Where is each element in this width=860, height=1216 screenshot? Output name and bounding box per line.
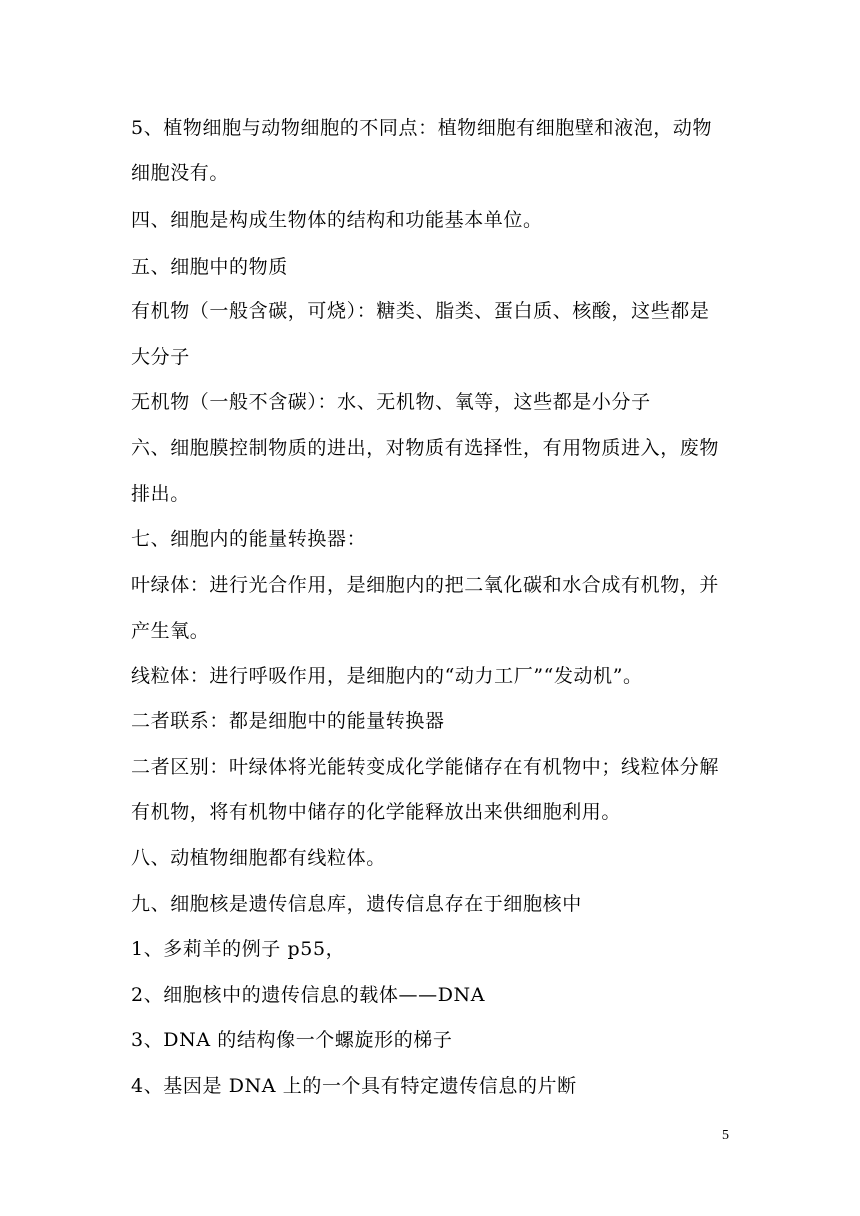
text-line: 八、动植物细胞都有线粒体。 [131, 847, 386, 869]
text-line: 有机物，将有机物中储存的化学能释放出来供细胞利用。 [131, 801, 622, 823]
text-line: 七、细胞内的能量转换器： [131, 528, 367, 550]
text-line: 大分子 [131, 346, 190, 368]
page-number: 5 [722, 1128, 729, 1143]
text-line: 二者联系：都是细胞中的能量转换器 [131, 710, 445, 732]
text-line: 排出。 [131, 483, 190, 505]
text-line: 细胞没有。 [131, 162, 230, 184]
text-line: 5、植物细胞与动物细胞的不同点：植物细胞有细胞壁和液泡，动物 [131, 117, 713, 139]
text-line: 1、多莉羊的例子 p55， [131, 938, 346, 960]
text-line: 六、细胞膜控制物质的进出，对物质有选择性，有用物质进入，废物 [131, 437, 720, 459]
text-line: 4、基因是 DNA 上的一个具有特定遗传信息的片断 [131, 1075, 577, 1097]
text-line: 3、DNA 的结构像一个螺旋形的梯子 [131, 1029, 453, 1051]
text-line: 四、细胞是构成生物体的结构和功能基本单位。 [131, 209, 543, 231]
text-line: 有机物（一般含碳，可烧）：糖类、脂类、蛋白质、核酸，这些都是 [131, 300, 710, 322]
text-line: 叶绿体：进行光合作用，是细胞内的把二氧化碳和水合成有机物，并 [131, 574, 720, 596]
text-line: 线粒体：进行呼吸作用，是细胞内的“动力工厂”“发动机”。 [131, 665, 643, 687]
text-line: 2、细胞核中的遗传信息的载体——DNA [131, 984, 486, 1006]
text-line: 二者区别：叶绿体将光能转变成化学能储存在有机物中；线粒体分解 [131, 756, 720, 778]
text-line: 无机物（一般不含碳）：水、无机物、氧等，这些都是小分子 [131, 391, 651, 413]
text-line: 九、细胞核是遗传信息库，遗传信息存在于细胞核中 [131, 893, 582, 915]
text-line: 五、细胞中的物质 [131, 256, 288, 278]
text-line: 产生氧。 [131, 620, 210, 642]
